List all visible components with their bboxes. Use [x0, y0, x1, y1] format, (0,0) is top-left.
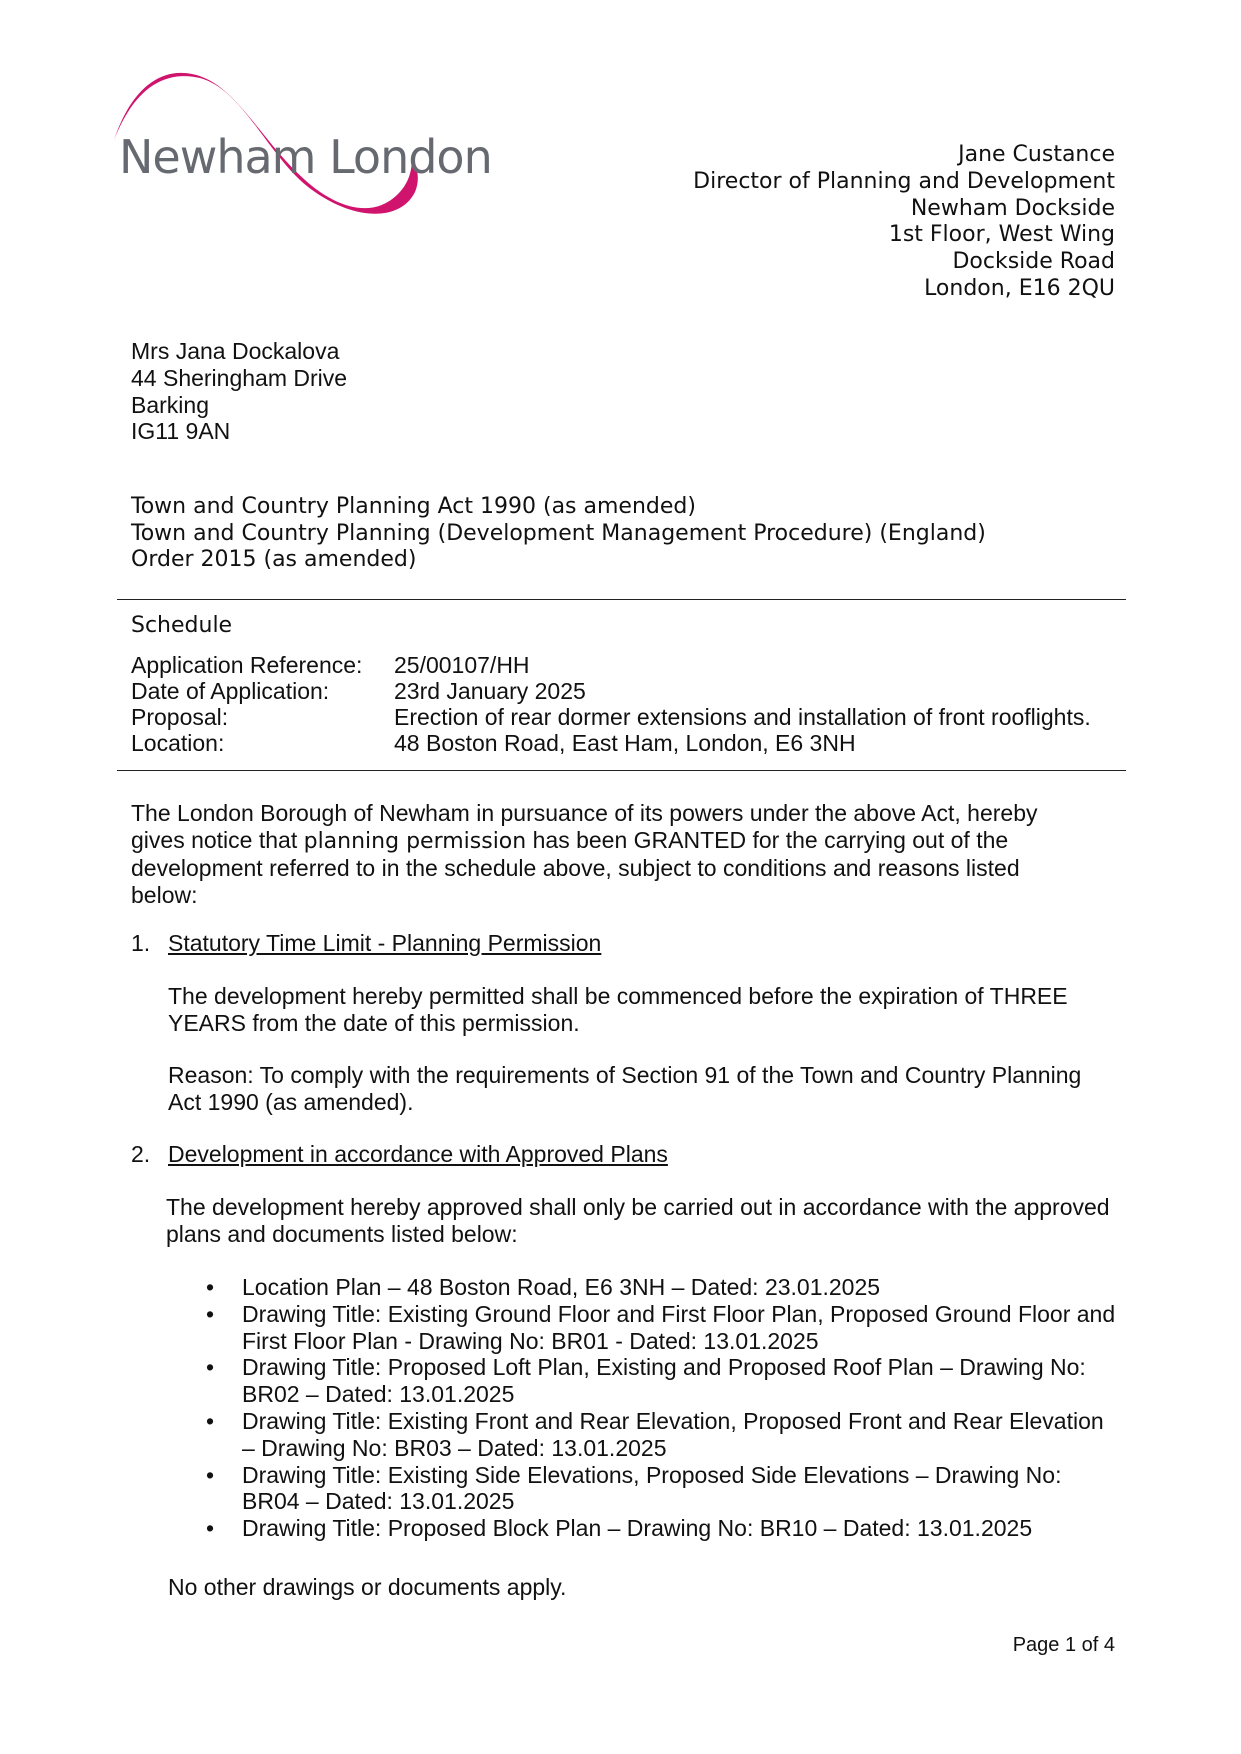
- bullet-icon: •: [206, 1274, 215, 1300]
- schedule-value: 23rd January 2025: [394, 678, 586, 704]
- list-item-text: Drawing Title: Existing Side Elevations, Proposed Side Elevations – Drawing No: BR04 – Dated: 13.01.2025: [242, 1461, 1062, 1515]
- list-item: [168, 1515, 1118, 1542]
- act-heading: [131, 494, 986, 574]
- list-item-text: Drawing Title: Existing Front and Rear Elevation, Proposed Front and Rear Elevation – Drawing No: BR03 – Dated: 13.01.2025: [242, 1407, 1104, 1461]
- list-item-text: Location Plan – 48 Boston Road, E6 3NH – Dated: 23.01.2025: [242, 1274, 881, 1300]
- condition-text: The development hereby permitted shall be commenced before the expiration of THREE YEARS from the date of this permission.: [168, 983, 1068, 1036]
- schedule-label: Date of Application:: [131, 678, 330, 704]
- sender-name: Jane Custance: [958, 142, 1115, 167]
- schedule-value: Erection of rear dormer extensions and installation of front rooflights.: [394, 704, 1091, 730]
- recipient-address-line: Barking: [131, 391, 209, 418]
- schedule-value: 48 Boston Road, East Ham, London, E6 3NH: [394, 730, 856, 756]
- schedule-label: Proposal:: [131, 704, 229, 730]
- act-line: Town and Country Planning Act 1990 (as amended): [131, 494, 696, 519]
- condition-reason: Reason: To comply with the requirements of Section 91 of the Town and Country Planning Act 1990 (as amended).: [168, 1062, 1082, 1115]
- condition-title: Development in accordance with Approved Plans: [168, 1141, 668, 1167]
- act-line: Order 2015 (as amended): [131, 547, 417, 573]
- list-item: [168, 1408, 1118, 1462]
- sender-address: [693, 142, 1115, 303]
- schedule-label: Application Reference:: [131, 652, 363, 678]
- intro-highlight: planning permission: [303, 828, 527, 854]
- condition-title: Statutory Time Limit - Planning Permission: [168, 930, 602, 956]
- intro-text: has been GRANTED for the carrying out of the development referred to in the schedule above, subject to conditions and reasons listed below:: [131, 826, 1020, 908]
- schedule-title: Schedule: [131, 613, 233, 638]
- newham-london-logo: [110, 72, 490, 242]
- condition-number: 2.: [131, 1141, 151, 1167]
- intro-paragraph: [131, 800, 1091, 908]
- condition-number: 1.: [131, 930, 151, 956]
- condition-text: The development hereby approved shall only be carried out in accordance with the approved plans and documents listed below:: [166, 1194, 1110, 1247]
- list-item-text: Drawing Title: Proposed Block Plan – Drawing No: BR10 – Dated: 13.01.2025: [242, 1515, 1033, 1542]
- condition-footer: No other drawings or documents apply.: [168, 1574, 567, 1600]
- sender-address-line: London, E16 2QU: [924, 275, 1115, 301]
- schedule-top-divider: [117, 599, 1126, 600]
- bullet-icon: •: [206, 1515, 215, 1542]
- sender-address-line: Dockside Road: [952, 249, 1115, 275]
- bullet-icon: •: [206, 1300, 215, 1327]
- list-item: [168, 1274, 1118, 1301]
- schedule-value: 25/00107/HH: [394, 652, 530, 678]
- schedule-label: Location:: [131, 730, 225, 756]
- logo-text: Newham London: [119, 130, 492, 184]
- sender-address-line: 1st Floor, West Wing: [888, 222, 1115, 248]
- recipient-postcode: IG11 9AN: [131, 418, 231, 445]
- act-line: Town and Country Planning (Development Management Procedure) (England): [131, 520, 986, 546]
- list-item-text: Drawing Title: Existing Ground Floor and First Floor Plan, Proposed Ground Floor and First Floor Plan - Drawing No: BR01 - Dated: 13.01.2025: [242, 1300, 1116, 1354]
- list-item: [168, 1462, 1118, 1516]
- approved-plans-list: [168, 1274, 1118, 1542]
- bullet-icon: •: [206, 1354, 215, 1381]
- recipient-name: Mrs Jana Dockalova: [131, 338, 340, 364]
- list-item-text: Drawing Title: Proposed Loft Plan, Existing and Proposed Roof Plan – Drawing No: BR02 – Dated: 13.01.2025: [242, 1354, 1086, 1408]
- schedule-bottom-divider: [117, 770, 1126, 771]
- list-item: [168, 1301, 1118, 1355]
- recipient-address-line: 44 Sheringham Drive: [131, 364, 348, 391]
- page-number: Page 1 of 4: [1012, 1634, 1115, 1656]
- sender-address-line: Newham Dockside: [910, 195, 1115, 221]
- recipient-address: [131, 338, 347, 445]
- intro-text: The London Borough of Newham in pursuance of its powers under the above Act, hereby gives notice that: [131, 800, 1038, 853]
- bullet-icon: •: [206, 1461, 215, 1488]
- bullet-icon: •: [206, 1407, 215, 1434]
- list-item: [168, 1354, 1118, 1408]
- sender-title: Director of Planning and Development: [693, 168, 1115, 194]
